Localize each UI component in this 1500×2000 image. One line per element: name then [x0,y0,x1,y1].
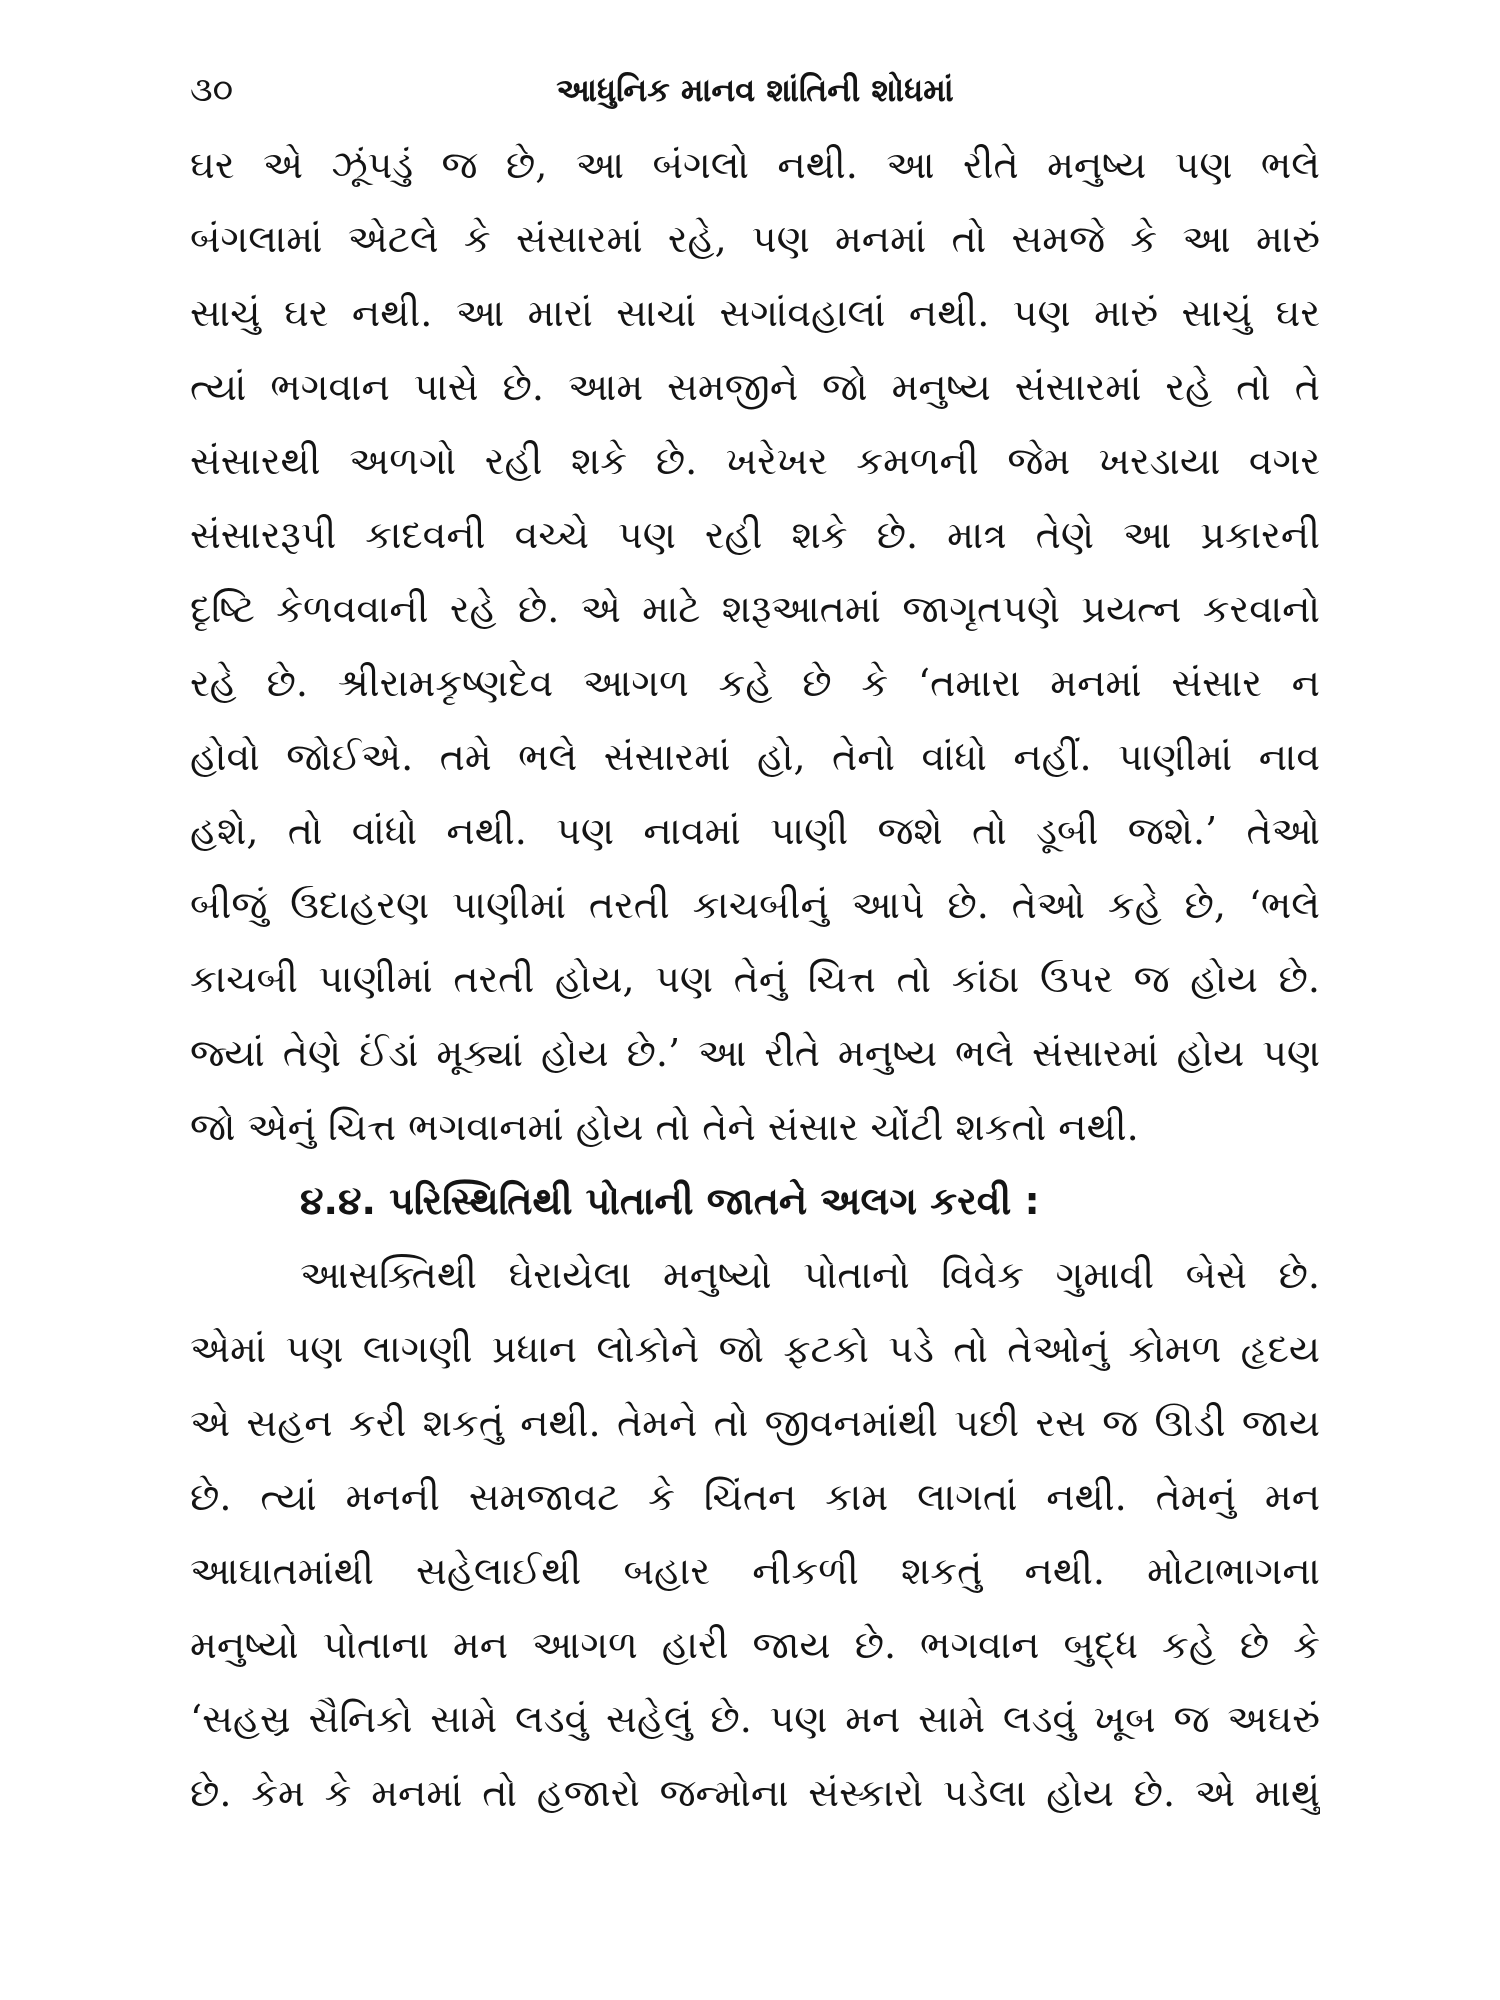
text-line: છે. કેમ કે મનમાં તો હજારો જન્મોના સંસ્કારો પડેલા હોય છે. એ માથું [190,1771,1320,1815]
text-line: સંસારથી અળગો રહી શકે છે. ખરેખર કમળની જેમ ખરડાયા વગર [190,439,1320,483]
text-line: સંસારરૂપી કાદવની વચ્ચે પણ રહી શકે છે. માત્ર તેણે આ પ્રકારની [190,513,1320,557]
text-line: ત્યાં ભગવાન પાસે છે. આમ સમજીને જો મનુષ્ય સંસારમાં રહે તો તે [190,365,1320,409]
text-line: રહે છે. શ્રીરામકૃષ્ણદેવ આગળ કહે છે કે ‘તમારા મનમાં સંસાર ન [190,661,1320,705]
text-line: ઘર એ ઝૂંપડું જ છે, આ બંગલો નથી. આ રીતે મનુષ્ય પણ ભલે [190,143,1320,187]
text-line: કાચબી પાણીમાં તરતી હોય, પણ તેનું ચિત્ત તો કાંઠા ઉપર જ હોય છે. [190,957,1320,1001]
text-line: સાચું ઘર નથી. આ મારાં સાચાં સગાંવહાલાં નથી. પણ મારું સાચું ઘર [190,291,1320,335]
text-line: આઘાતમાંથી સહેલાઈથી બહાર નીકળી શકતું નથી. મોટાભાગના [190,1549,1320,1593]
text-line: બંગલામાં એટલે કે સંસારમાં રહે, પણ મનમાં તો સમજે કે આ મારું [190,217,1320,261]
text-line: છે. ત્યાં મનની સમજાવટ કે ચિંતન કામ લાગતાં નથી. તેમનું મન [190,1475,1320,1519]
paragraph-1 [190,128,1320,1164]
running-title: આધુનિક માનવ શાંતિની શોધમાં [556,71,954,109]
text-line: જો એનું ચિત્ત ભગવાનમાં હોય તો તેને સંસાર ચોંટી શકતો નથી. [190,1105,1139,1149]
text-line: એમાં પણ લાગણી પ્રધાન લોકોને જો ફટકો પડે તો તેઓનું કોમળ હૃદય [190,1327,1320,1371]
text-line: દૃષ્ટિ કેળવવાની રહે છે. એ માટે શરૂઆતમાં જાગૃતપણે પ્રયત્ન કરવાનો [190,587,1320,631]
text-line: આસક્તિથી ઘેરાયેલા મનુષ્યો પોતાનો વિવેક ગુમાવી બેસે છે. [300,1253,1320,1297]
page-header [190,62,1320,118]
text-line: હશે, તો વાંધો નથી. પણ નાવમાં પાણી જશે તો ડૂબી જશે.’ તેઓ [190,809,1320,853]
page-number: ૩૦ [190,70,234,110]
body-text [190,128,1320,1830]
section-heading: ૪.૪. પરિસ્થિતિથી પોતાની જાતને અલગ કરવી : [300,1179,1040,1223]
text-line: ‘સહસ્ર સૈનિકો સામે લડવું સહેલું છે. પણ મન સામે લડવું ખૂબ જ અઘરું [190,1697,1320,1741]
text-line: મનુષ્યો પોતાના મન આગળ હારી જાય છે. ભગવાન બુદ્ધ કહે છે કે [190,1623,1320,1667]
text-line: હોવો જોઈએ. તમે ભલે સંસારમાં હો, તેનો વાંધો નહીં. પાણીમાં નાવ [190,735,1320,779]
text-line: જ્યાં તેણે ઈંડાં મૂક્યાં હોય છે.’ આ રીતે મનુષ્ય ભલે સંસારમાં હોય પણ [190,1031,1320,1075]
paragraph-2 [190,1238,1320,1830]
text-line: એ સહન કરી શકતું નથી. તેમને તો જીવનમાંથી પછી રસ જ ઊડી જાય [190,1401,1320,1445]
text-line: બીજું ઉદાહરણ પાણીમાં તરતી કાચબીનું આપે છે. તેઓ કહે છે, ‘ભલે [190,883,1320,927]
